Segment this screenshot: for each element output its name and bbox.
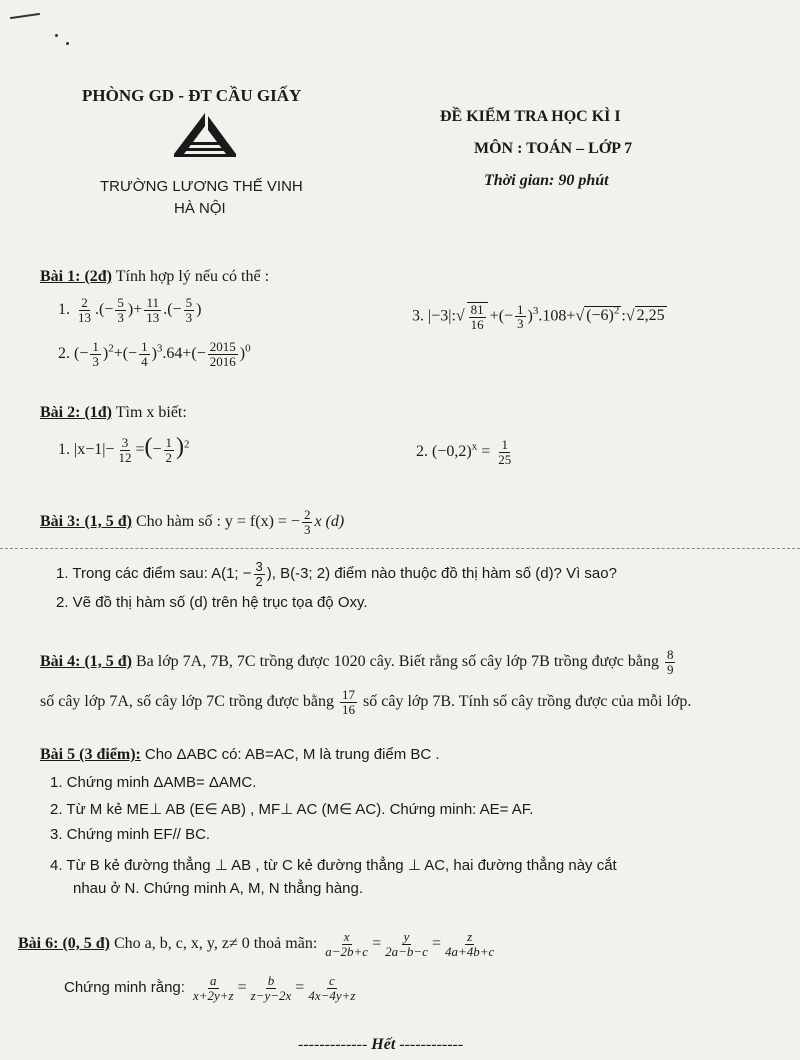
bai2-title: Tìm x biết: [115, 404, 187, 421]
scan-mark [55, 34, 58, 37]
bai6-heading: Bài 6: (0, 5 đ) Cho a, b, c, x, y, z≠ 0 thoả mãn: $\frac{x}{a-2b+c}$ = $\frac{y}{2a-b-c}$ = $\frac{z}{4a+4b+c}$ [18, 929, 495, 959]
bai2-problem-2: 2. $(-0,2)^x$ = $\frac{1}{25}$ [416, 437, 512, 467]
school-logo [170, 110, 240, 158]
department-name: PHÒNG GD - ĐT CẦU GIẤY [82, 86, 302, 105]
scan-mark [10, 13, 40, 19]
bai5-item-1: 1. Chứng minh ΔAMB= ΔAMC. [50, 774, 257, 791]
bai5-item-4: 4. Từ B kẻ đường thẳng ⊥ AB , từ C kẻ đường thẳng ⊥ AC, hai đường thẳng này cắt [50, 857, 617, 874]
bai1-problem-2: 2. (− $\frac{1}{3}$ )$^2$+(− $\frac{1}{4}$ )$^3$.64+(− $\frac{2015}{2016}$ )$^0$ [58, 339, 251, 369]
bai5-label: Bài 5 (3 điểm): [40, 746, 141, 763]
fraction: $\frac{1}{25}$ [498, 437, 512, 467]
exam-title: ĐỀ KIỂM TRA HỌC KÌ I [440, 108, 621, 125]
bai5-item-4-cont: nhau ở N. Chứng minh A, M, N thẳng hàng. [73, 880, 364, 897]
fraction: $\frac{2}{3}$ [303, 507, 311, 537]
fraction: $\frac{1}{3}$ [92, 339, 99, 369]
exam-subject: MÔN : TOÁN – LỚP 7 [474, 140, 633, 157]
bai3-label: Bài 3: (1, 5 đ) [40, 512, 132, 530]
fraction: $\frac{5}{3}$ [117, 295, 124, 325]
item-number: 3. [412, 307, 424, 325]
bai6-title: Cho a, b, c, x, y, z≠ 0 thoả mãn: [114, 934, 318, 952]
fraction: $\frac{b}{z-y-2x}$ [250, 973, 292, 1003]
exam-time: Thời gian: 90 phút [484, 172, 609, 189]
fraction: $\frac{17}{16}$ [342, 687, 356, 717]
bai3-title: Cho hàm số : y = f(x) = − [136, 512, 300, 530]
bai3-item-1: 1. Trong các điểm sau: A(1; − $\frac{3}{2}$ ), B(-3; 2) điểm nào thuộc đồ thị hàm số (d)? Vì sao? [56, 559, 617, 589]
end-marker: ------------- Hết ------------ [298, 1036, 464, 1053]
fraction: $\frac{x}{a-2b+c}$ [325, 929, 369, 959]
fraction: $\frac{5}{3}$ [185, 295, 193, 325]
bai5-item-3: 3. Chứng minh EF// BC. [50, 826, 211, 843]
school-city: HÀ NỘI [174, 200, 226, 217]
fraction: $\frac{z}{4a+4b+c}$ [444, 929, 495, 959]
bai5-title: Cho ΔABC có: AB=AC, M là trung điểm BC . [144, 746, 440, 763]
item-number: 1. [58, 441, 70, 458]
bai2-heading [40, 404, 187, 422]
fraction: $\frac{11}{13}$ [146, 295, 160, 325]
item-number: 2. [58, 344, 70, 362]
bai1-heading [40, 268, 269, 286]
bai1-title: Tính hợp lý nếu có thể : [115, 268, 270, 285]
fraction: $\frac{8}{9}$ [666, 647, 674, 677]
fraction: $\frac{3}{2}$ [255, 559, 263, 589]
bai5-heading [40, 746, 440, 764]
bai4-line-2: số cây lớp 7A, số cây lớp 7C trồng được bằng $\frac{17}{16}$ số cây lớp 7B. Tính số cây trồng được của mỗi lớp. [40, 687, 692, 717]
fraction: $\frac{1}{3}$ [517, 301, 524, 332]
fraction: $\frac{1}{2}$ [165, 435, 173, 465]
bai3-heading: Bài 3: (1, 5 đ) Cho hàm số : y = f(x) = − $\frac{2}{3}$ x (d) [40, 507, 345, 537]
fraction: $\frac{2}{13}$ [78, 295, 91, 325]
bai1-label: Bài 1: (2đ) [40, 268, 112, 285]
fraction: $\frac{81}{16}$ [467, 302, 488, 331]
fraction: $\frac{3}{12}$ [118, 435, 132, 465]
fraction: $\frac{2015}{2016}$ [209, 339, 236, 369]
bai1-problem-3: 3. |−3|:√ $\frac{81}{16}$ +(− $\frac{1}{3}$ )$^3$.108+√ $(-6)^2$ :√ 2,25 [412, 301, 665, 332]
school-name: TRƯỜNG LƯƠNG THẾ VINH [100, 178, 303, 195]
fold-line [0, 548, 800, 550]
fraction: $\frac{a}{x+2y+z}$ [192, 973, 234, 1003]
bai1-problem-1: 1. $\frac{2}{13}$ .(− $\frac{5}{3}$ )+ $\frac{11}{13}$ .(− $\frac{5}{3}$ ) [58, 295, 202, 325]
fraction: $\frac{1}{4}$ [141, 339, 148, 369]
item-number: 2. [416, 442, 428, 460]
bai4-label: Bài 4: (1, 5 đ) [40, 652, 132, 670]
fraction: $\frac{y}{2a-b-c}$ [385, 929, 428, 959]
bai2-problem-1: 1. |x−1|− $\frac{3}{12}$ =(− $\frac{1}{2}$ )$^2$ [58, 434, 190, 465]
bai6-label: Bài 6: (0, 5 đ) [18, 934, 110, 952]
fraction: $\frac{c}{4x-4y+z}$ [308, 973, 356, 1003]
item-number: 1. [58, 300, 70, 318]
bai3-item-2: 2. Vẽ đồ thị hàm số (d) trên hệ trục tọa độ Oxy. [56, 594, 368, 611]
bai2-label: Bài 2: (1đ) [40, 404, 112, 421]
bai4-line-1: Bài 4: (1, 5 đ) Ba lớp 7A, 7B, 7C trồng được 1020 cây. Biết rằng số cây lớp 7B trồng được bằng $\frac{8}{9}$ [40, 647, 674, 677]
scan-mark [66, 42, 69, 45]
bai5-item-2: 2. Từ M kẻ ME⊥ AB (E∈ AB) , MF⊥ AC (M∈ AC). Chứng minh: AE= AF. [50, 801, 534, 818]
bai6-prove: Chứng minh rằng: $\frac{a}{x+2y+z}$ = $\frac{b}{z-y-2x}$ = $\frac{c}{4x-4y+z}$ [64, 973, 356, 1003]
